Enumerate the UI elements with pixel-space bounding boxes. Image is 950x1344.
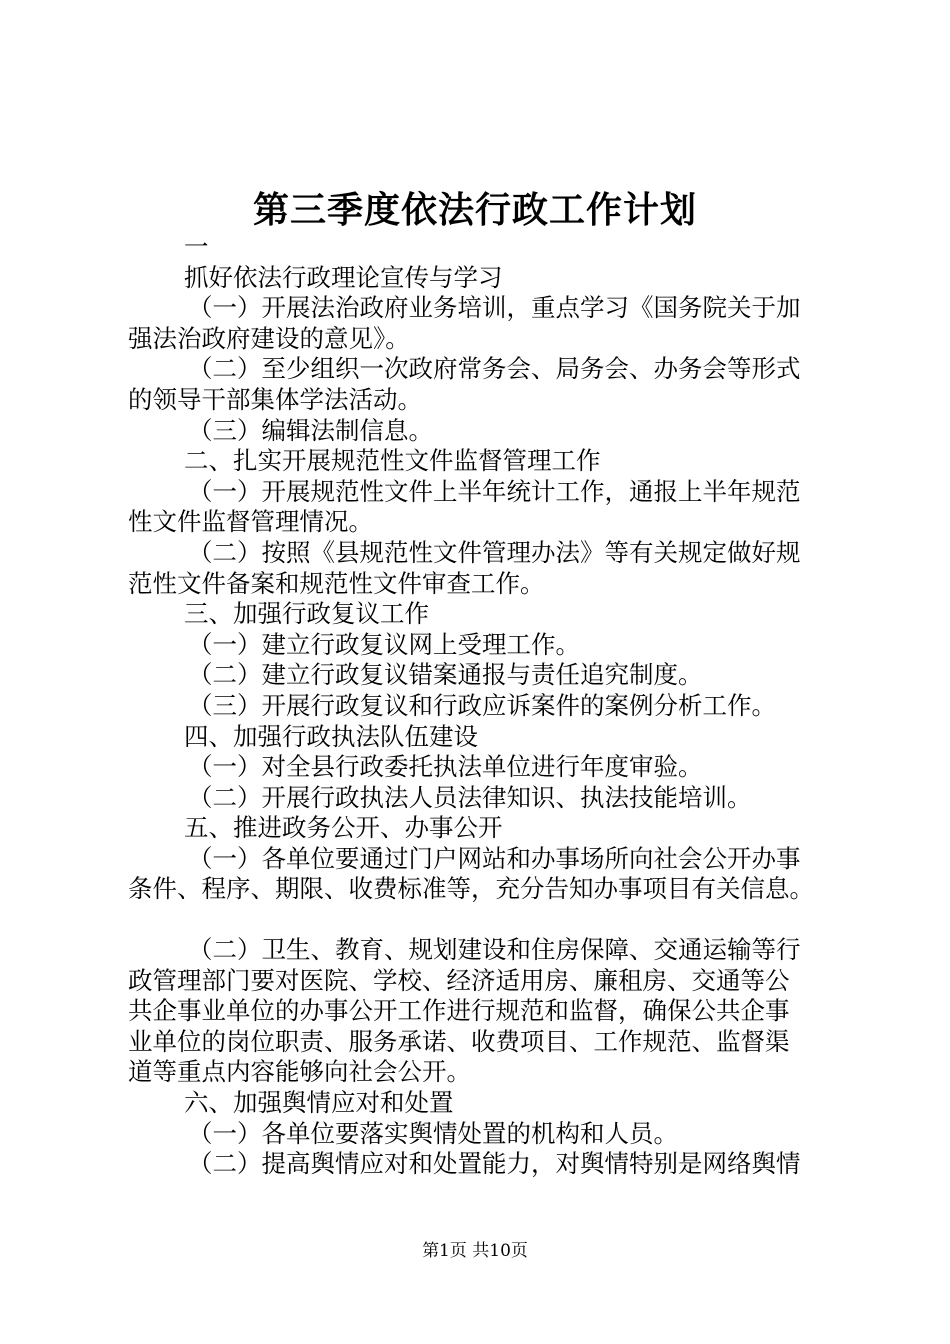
paragraph-line: 业单位的岗位职责、服务承诺、收费项目、工作规范、监督渠 <box>128 1026 790 1056</box>
document-body <box>128 232 832 1180</box>
paragraph-line: （一）各单位要通过门户网站和办事场所向社会公开办事 <box>188 843 801 873</box>
section-heading: 五、推进政务公开、办事公开 <box>184 813 503 843</box>
paragraph-line: （一）对全县行政委托执法单位进行年度审验。 <box>188 752 703 782</box>
paragraph-line: （三）编辑法制信息。 <box>188 415 433 445</box>
paragraph-line: 条件、程序、期限、收费标准等，充分告知办事项目有关信息。 <box>128 874 814 904</box>
section-heading: 抓好依法行政理论宣传与学习 <box>184 262 503 292</box>
paragraph-line: 强法治政府建设的意见》。 <box>128 323 410 353</box>
section-heading: 四、加强行政执法队伍建设 <box>184 721 478 751</box>
paragraph-line: （三）开展行政复议和行政应诉案件的案例分析工作。 <box>188 690 776 720</box>
paragraph-line: （二）提高舆情应对和处置能力，对舆情特别是网络舆情 <box>188 1149 801 1179</box>
paragraph-line: 政管理部门要对医院、学校、经济适用房、廉租房、交通等公 <box>128 965 790 995</box>
paragraph-line: 共企事业单位的办事公开工作进行规范和监督，确保公共企事 <box>128 996 790 1026</box>
section-heading: 六、加强舆情应对和处置 <box>184 1088 454 1118</box>
paragraph-line: （二）建立行政复议错案通报与责任追究制度。 <box>188 660 703 690</box>
paragraph-line: （一）各单位要落实舆情处置的机构和人员。 <box>188 1118 678 1148</box>
paragraph-line: 道等重点内容能够向社会公开。 <box>128 1057 471 1087</box>
paragraph-line: （一）开展规范性文件上半年统计工作，通报上半年规范 <box>188 476 801 506</box>
paragraph-line: （二）至少组织一次政府常务会、局务会、办务会等形式 <box>188 354 801 384</box>
paragraph-line: 的领导干部集体学法活动。 <box>128 384 422 414</box>
paragraph-line: （二）按照《县规范性文件管理办法》等有关规定做好规 <box>188 537 801 567</box>
section-marker: 一 <box>184 232 209 261</box>
paragraph-line: （一）建立行政复议网上受理工作。 <box>188 629 580 659</box>
section-heading: 三、加强行政复议工作 <box>184 599 429 629</box>
page-number-footer: 第1页 共10页 <box>422 1241 528 1261</box>
paragraph-line: （一）开展法治政府业务培训，重点学习《国务院关于加 <box>188 293 801 323</box>
document-title: 第三季度依法行政工作计划 <box>252 189 697 231</box>
paragraph-line: 范性文件备案和规范性文件审查工作。 <box>128 568 545 598</box>
section-heading: 二、扎实开展规范性文件监督管理工作 <box>184 446 601 476</box>
paragraph-line: （二）卫生、教育、规划建设和住房保障、交通运输等行 <box>188 935 801 965</box>
paragraph-line: （二）开展行政执法人员法律知识、执法技能培训。 <box>188 782 752 812</box>
paragraph-gap <box>128 905 832 935</box>
paragraph-line: 性文件监督管理情况。 <box>128 507 373 537</box>
